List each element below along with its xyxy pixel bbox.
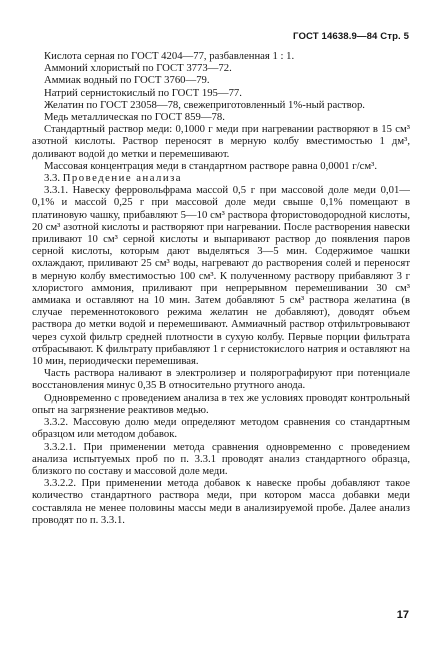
reagent-sodium-sulfite: Натрий сернистокислый по ГОСТ 195—77. xyxy=(44,86,242,99)
page-header: ГОСТ 14638.9—84 Стр. 5 xyxy=(293,31,409,42)
control-experiment-paragraph: Одновременно с проведением анализа в тех же условиях проводят контрольный опыт на загрязнение реактивов медью. xyxy=(32,391,410,416)
reagent-ammonium-chloride: Аммоний хлористый по ГОСТ 3773—72. xyxy=(44,62,232,75)
reagent-copper: Медь металлическая по ГОСТ 859—78. xyxy=(44,111,225,124)
section-heading xyxy=(32,172,410,184)
document-body xyxy=(32,50,410,526)
section-title: Проведение анализа xyxy=(62,172,183,185)
paragraph-3-3-2-1: 3.3.2.1. При применении метода сравнения одновременно с проведением анализа испытуемых проб по п. 3.3.1 проводят анализ стандартного образца, близкого по составу и массовой доле меди. xyxy=(32,440,410,477)
reagent-sulfuric-acid: Кислота серная по ГОСТ 4204—77, разбавленная 1 : 1. xyxy=(44,50,295,62)
paragraph-3-3-1: 3.3.1. Навеску ферровольфрама массой 0,5 г при массовой доле меди 0,01—0,1% и массой 0,25 г при массовой доле меди свыше 0,1% помещают в платиновую чашку, прибавляют 5—10 см³ раствора фтористоводородной кислоты, 20 см³ азотной кислоты и растворяют при нагревании. После растворения навески приливают 10 см³ серной кислоты и выпаривают раствор до появления паров серной кислоты, которым дают выделяться 3—5 мин. Содержимое чашки охлаждают, приливают 25 см³ воды, нагревают до растворения солей и переносят в мерную колбу вместимостью 100 см³. К полученному раствору прибавляют 3 г хлористого аммония, приливают при непрерывном перемешивании 30 см³ аммиака и оставляют на 10 мин. Затем добавляют 5 см³ раствора желатина (в случае переменнотокового режима желатин не добавляют), доводят объем раствора до метки водой и перемешивают. Аммиачный раствор отфильтровывают через сухой фильтр средней плотности в сухую колбу. Первые порции фильтрата отбрасывают. К фильтрату прибавляют 1 г сернистокислого натрия и оставляют на 10 мин, периодически перемешивая. xyxy=(32,184,411,368)
reagent-gelatin: Желатин по ГОСТ 23058—78, свежеприготовленный 1%-ный раствор. xyxy=(44,98,365,111)
standard-solution-paragraph: Стандартный раствор меди: 0,1000 г меди при нагревании растворяют в 15 см³ азотной кислоты. Раствор переносят в мерную колбу вместимостью 1 дм³, доливают водой до метки и перемешивают. xyxy=(32,123,410,160)
mass-concentration-paragraph: Массовая концентрация меди в стандартном растворе равна 0,0001 г/см³. xyxy=(44,159,378,172)
electrolyzer-paragraph: Часть раствора наливают в электролизер и полярографируют при потенциале восстановления минус 0,35 В относительно ртутного анода. xyxy=(32,367,410,392)
reagent-ammonia: Аммиак водный по ГОСТ 3760—79. xyxy=(44,74,210,87)
page-number: 17 xyxy=(396,609,409,621)
paragraph-3-3-2-2: 3.3.2.2. При применении метода добавок к навеске пробы добавляют такое количество стандартного раствора меди, при котором масса добавки меди составляла не менее половины массы меди в анализируемой пробе. Далее анализ проводят по п. 3.3.1. xyxy=(32,477,410,526)
paragraph-3-3-2: 3.3.2. Массовую долю меди определяют методом сравнения со стандартным образцом или методом добавок. xyxy=(32,416,410,441)
section-number: 3.3. xyxy=(44,172,61,185)
